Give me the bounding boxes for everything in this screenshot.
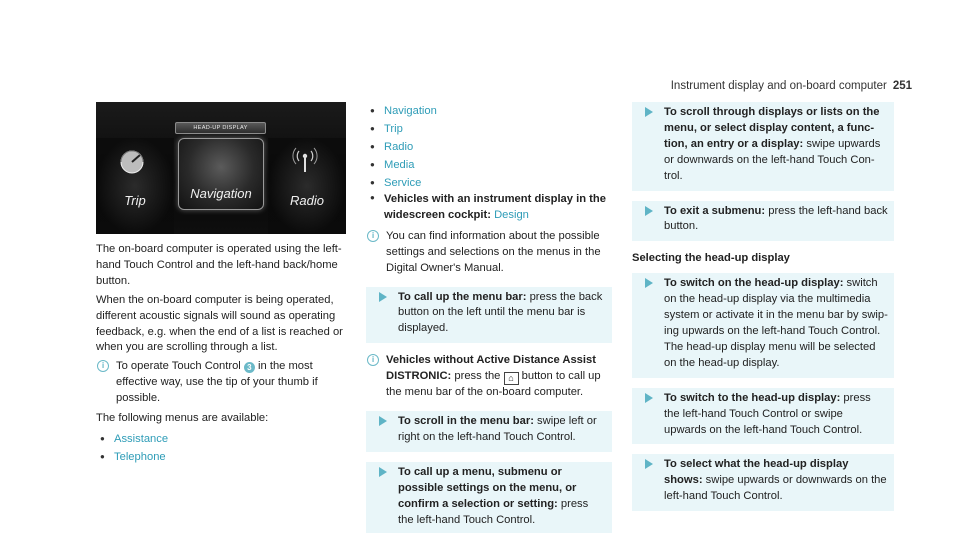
menu-item-telephone[interactable] [96,448,346,466]
step-arrow-icon [379,467,387,477]
page-header [671,78,912,94]
section-subheading: Selecting the head-up display [632,252,790,265]
note-text-after: button to call up the menu bar of the on-board computer. [386,370,601,399]
note-text-after: in the most effective way, use the tip of your thumb if possible. [116,360,318,405]
step-arrow-icon [645,278,653,288]
hud-tile-trip [96,138,174,234]
step-title: To switch to the head-up display: [664,391,841,404]
design-link[interactable]: Design [494,208,529,221]
step-title: To call up the menu bar: [398,290,527,303]
instruction-step [632,454,894,511]
menu-list [96,430,346,466]
note-title: Vehicles without Active Distance Assist DISTRONIC: [386,354,596,383]
hud-tile-label: Radio [290,192,324,208]
menu-item-service[interactable] [366,174,612,192]
menu-item-navigation[interactable] [366,102,612,120]
instruction-step [366,287,612,344]
step-title: To scroll through displays or lists on the menu, or select display content, a function, an entry or a display: [664,106,880,150]
step-title: To call up a menu, submenu or possible settings on the menu, or confirm a selection or setting: [398,465,577,510]
note-text-before: To operate Touch Control [116,360,241,373]
step-text: press the back button on the left until the menu bar is displayed. [398,290,603,335]
section-title: Instrument display and on-board computer [670,80,887,92]
step-arrow-icon [645,206,653,216]
info-icon: i [367,354,379,366]
menu-item-assistance[interactable] [96,430,346,448]
step-text: swipe upwards or downwards on the left-hand Touch Control. [664,474,887,503]
instruction-step [632,201,894,242]
menus-intro: The following menus are available: [96,412,269,425]
instruction-step [366,411,612,452]
menu-link[interactable]: Trip [384,123,403,135]
step-title: To select what the head-up display shows: [664,458,849,487]
step-text: press the left-hand Touch Control. [398,497,589,526]
hud-menu-title: HEAD-UP DISPLAY [175,122,266,134]
note-text-before: press the [454,370,501,383]
instruction-step [366,462,612,533]
step-text: press the left-hand back button. [664,204,888,233]
column-right [632,102,894,521]
instruction-step [632,102,894,191]
step-arrow-icon [645,459,653,469]
menu-item-media[interactable] [366,156,612,174]
step-title: To scroll in the menu bar: [398,415,534,428]
home-button-icon: ⌂ [504,372,519,385]
step-text: press the left-hand Touch Control or swipe upwards on the left-hand Touch Control. [664,391,871,436]
page-number: 251 [892,80,912,92]
menu-link[interactable]: Telephone [114,450,166,463]
menu-link[interactable]: Media [384,159,415,171]
step-arrow-icon [379,292,387,302]
intro-paragraph: The on-board computer is operated using the left-hand Touch Control and the left-hand back/home button. [96,243,342,287]
hud-tile-label: Navigation [190,185,252,201]
instruction-step [632,388,894,445]
menu-item-widescreen [366,192,612,224]
menu-link[interactable]: Assistance [114,432,169,445]
column-middle [366,102,612,533]
step-title: To exit a submenu: [664,204,766,217]
step-title: To switch on the head-up display: [664,277,844,290]
callout-badge: 3 [244,362,255,373]
menu-item-trip[interactable] [366,120,612,138]
step-arrow-icon [645,393,653,403]
step-arrow-icon [379,416,387,426]
menu-link[interactable]: Service [384,177,422,189]
info-note [366,353,612,401]
note-text: You can find information about the possible settings and selections on the menus in the Digital Owner's Manual. [386,229,601,274]
info-note [96,359,346,407]
menu-link[interactable]: Radio [384,141,414,153]
head-up-display-screenshot [96,102,346,234]
info-icon: i [97,360,109,372]
step-text: switch on the head-up display via the multimedia system or activate it in the menu bar by swiping upwards on the left-hand Touch Control. The head-up display menu will be selected on the head-up display. [664,277,888,369]
info-note [366,229,612,277]
step-text: swipe upwards or downwards on the left-hand Touch Control. [664,137,881,182]
info-icon: i [367,230,379,242]
hud-tile-navigation [178,138,264,210]
hud-tile-radio [268,138,346,234]
step-arrow-icon [645,107,653,117]
hud-tile-label: Trip [124,192,146,208]
step-text: swipe left or right on the left-hand Touch Control. [398,415,597,443]
widescreen-label: Vehicles with an instrument display in the widescreen cockpit: [384,193,606,221]
menu-link[interactable]: Navigation [384,105,437,117]
instruction-step [632,273,894,377]
column-left [96,102,346,466]
menu-list [366,102,612,224]
acoustic-paragraph: When the on-board computer is being operated, different acoustic signals will sound as operating feedback, e.g. when the end of a list is reached or when you are scrolling through a list. [96,293,343,354]
menu-item-radio[interactable] [366,138,612,156]
